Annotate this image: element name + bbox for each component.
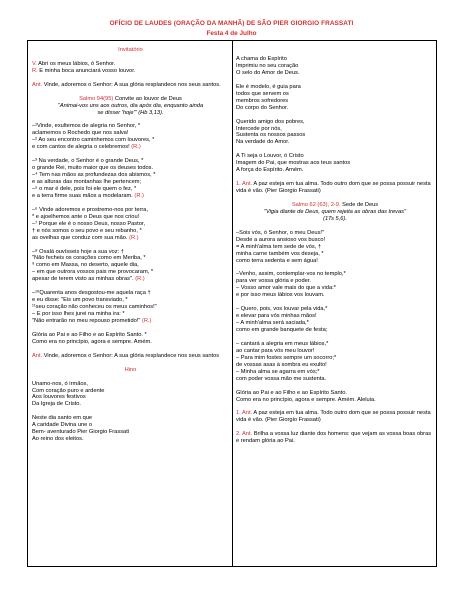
hymn-line: A caridade Divina une o [32, 422, 93, 429]
verse-line: * e ajoelhemos ante o Deus que nos criou! [32, 213, 140, 220]
doxology-line: Como era no princípio, agora e sempre. Amém. Aleluia. [236, 396, 376, 403]
verse-line: e as alturas das montanhas lhe pertencem; [32, 179, 142, 186]
left-column [32, 47, 229, 443]
stanza [32, 207, 229, 242]
ant-mark: 2. Ant. [236, 431, 253, 438]
ant-text: A paz esteja em tua alma. Todo outro dom que se possa possuir nesta vida é vão. (Pier Giorgio Frassati) [236, 410, 431, 424]
hymn-line: Sustenta os nossos passos [236, 132, 306, 139]
hymn-stanza [236, 153, 434, 174]
verse-line: – E por isso lhes jurei na minha ira: * [32, 311, 125, 318]
verse-line: para ver vossa glória e poder. [236, 278, 311, 285]
antiphon [32, 353, 229, 360]
stanza [32, 123, 229, 151]
column-divider [232, 41, 233, 566]
verse-text: e com cantos de alegria o celebremos! [32, 144, 132, 151]
verse-line: – Vosso amor vale mais do que a vida:* [236, 285, 336, 292]
response-mark: (R.) [141, 318, 152, 325]
verse-line: –⁶ Vinde adoremos e prostremo-nos por terra, [32, 206, 149, 213]
stanza [236, 341, 434, 383]
hymn-line: Unamo-nos, ó irmãos, [32, 380, 88, 387]
verse-line: "Não fecheis os corações como em Meriba, * [32, 255, 146, 262]
page-subtitle: Festa 4 de Julho [206, 30, 257, 37]
verse-line: Desde a aurora ansioso vos busco! [236, 236, 326, 243]
hymn-line: A força do Espírito. Amém. [236, 167, 304, 174]
psalm-epigraph-line: (1Ts 5,6). [323, 215, 347, 222]
verse-line: = A minh'alma tem sede de vós, † [236, 243, 322, 250]
antiphon [236, 431, 434, 445]
hymn-line: O selo do Amor de Deus. [236, 69, 300, 76]
document-frame [27, 40, 437, 567]
ant-text: Brilha a vossa luz diante dos homens: que vejam as vossa boas obras e rendam glória ao Pai. [236, 431, 432, 445]
stanza [236, 306, 434, 334]
hymn-stanza [32, 381, 229, 409]
verse-line: – A minh'alma será saciada,* [236, 320, 309, 327]
v-text: Abri os meus lábios, ó Senhor. [36, 60, 116, 67]
hymn-line: Neste dia santo em que [32, 415, 93, 422]
doxology-line: Glória ao Pai e ao Filho e ao Espírito Santo. [236, 389, 347, 396]
section-title-hino: Hino [124, 366, 137, 373]
hymn-line: Aos louvores festivos [32, 394, 86, 401]
ant-text: A paz esteja em tua alma. Todo outro dom que se possa possuir nesta vida é vão. (Pier Giorgio Frassati) [236, 181, 431, 195]
doxology-line: Como era no princípio, agora e sempre. Amém. [32, 338, 152, 345]
stanza [32, 290, 229, 325]
doxology [32, 332, 229, 346]
hymn-line: A Ti seja o Louvor, ó Cristo [236, 153, 304, 160]
psalm-heading [236, 202, 434, 209]
hymn-line: Imagem do Pai, que mostras aos teus santos [236, 160, 351, 167]
verse-line: –⁵ o mar é dele, pois foi ele quem o fez, * [32, 185, 137, 192]
verse-line: e por isso meus lábios vos louvam. [236, 292, 325, 299]
hymn-stanza [236, 119, 434, 147]
psalm-theme: Convite ao louvor de Deus [113, 95, 182, 102]
psalm-epigraph-line: "Animai-vos uns aos outros, dia após dia, enquanto ainda [57, 102, 204, 109]
verse-line: –⁸ Oxalá ouvísseis hoje a sua voz: † [32, 248, 124, 255]
verse-text: "Não entrarão no meu repouso prometido!" [32, 318, 142, 325]
hymn-line: Intercede por nós, [236, 125, 282, 132]
verse-line: ⁹ como em Massa, no deserto, aquele dia, [32, 262, 139, 269]
verse-line: –² Ao seu encontro caminhemos com louvores, * [32, 137, 155, 144]
response-mark: (R.) [134, 192, 144, 199]
verse-line: – em que outrora vossos pais me provocaram, * [32, 269, 154, 276]
psalm-heading [32, 96, 229, 103]
stanza [32, 158, 229, 200]
verse-line: –Venho, assim, contemplar-vos no templo,* [236, 271, 346, 278]
verse-line: † e nós somos o seu povo e seu rebanho, * [32, 227, 142, 234]
stanza [236, 271, 434, 299]
hymn-line: Ao reino dos eleitos. [32, 436, 84, 443]
psalm-number: Salmo 94(95) [79, 95, 114, 102]
hymn-line: A chama do Espírito [236, 56, 287, 62]
v-mark: V. [32, 60, 37, 67]
ant-text: Vinde, adoremos o Senhor: A sua glória resplandece nos seus santos. [42, 81, 221, 88]
response-mark: (R.) [135, 276, 145, 283]
verse-line: –³ Na verdade, o Senhor é o grande Deus, * [32, 158, 144, 165]
verse-line: com poder vossa mão me sustenta. [236, 375, 327, 382]
verse-line: minha carne também vos deseja, * [236, 250, 324, 257]
page-title: OFÍCIO DE LAUDES (ORAÇÃO DA MANHÃ) DE SÃO PIER GIORGIO FRASSATI [109, 20, 354, 27]
verse-line: – cantará a alegria em meus lábios,* [236, 340, 329, 347]
verse-line: o grande Rei, muito maior que os deuses todos. [32, 165, 154, 172]
r-text: E minha boca anunciará vosso louvor. [37, 67, 136, 74]
verse-line: –¹Vinde, exultemos de alegria no Senhor, * [32, 123, 141, 130]
right-column [236, 56, 434, 445]
stanza [32, 249, 229, 284]
hymn-line: membros sofredores [236, 97, 289, 104]
antiphon [32, 82, 229, 89]
verse-line: – Quero, pois, vos louvar pela vida,* [236, 306, 328, 313]
verse-line: ao cantar para vós meu louvor! [236, 347, 315, 354]
verse-text: e a terra firme suas mãos a modelaram. [32, 192, 135, 199]
verse-line: –⁴ Tem nas mãos as profundezas dos abismos, * [32, 172, 156, 179]
hymn-stanza [236, 84, 434, 112]
verse-line: –¹⁰Quarenta anos desgostou-me aquela raça † [32, 290, 151, 297]
response [32, 68, 229, 75]
hymn-line: Ele é modelo, é guia para [236, 83, 301, 90]
verse-line: – Para mim fostes sempre um socorro;* [236, 354, 337, 361]
verse-line [32, 144, 229, 151]
hymn-line: Bem- aventurado Pier Giorgio Frassati [32, 429, 130, 436]
hymn-line: Imprimiu no seu coração [236, 62, 299, 69]
psalm-epigraph-line: se disser 'hoje'" (Hb 3,13). [97, 109, 164, 116]
psalm-number: Salmo 62 (63), 2-9. [291, 201, 341, 208]
verse-line: aclamemos o Rochedo que nos salva! [32, 130, 129, 137]
verse-line [32, 276, 229, 283]
psalm-epigraph-line: "Vigia diante de Deus, quem rejeita as obras das trevas" [263, 208, 407, 215]
verse-line: e eu disse: "Eis um povo transviado, * [32, 297, 128, 304]
verse-line: como em grande banquete de festa; [236, 327, 328, 334]
ant-text: Vinde, adoremos o Senhor: A sua glória resplandece nos seus santos [42, 352, 220, 359]
verse-text: apesar de terem visto as minhas obras". [32, 276, 136, 283]
verse-line [32, 193, 229, 200]
verse-text: as ovelhas que conduz com sua mão. [32, 234, 130, 241]
verse-line [32, 318, 229, 325]
verse-line: – Minha alma se agarra em vós;* [236, 368, 320, 375]
section-title-invitatorio: Invitatório [118, 47, 143, 53]
hymn-stanza [32, 415, 229, 443]
stanza [236, 230, 434, 265]
verse-line: como terra sedenta e sem água! [236, 257, 318, 264]
verse-line: –⁷ Porque ele é o nosso Deus, nosso Pastor, [32, 220, 146, 227]
hymn-stanza [236, 56, 434, 77]
r-mark: R. [32, 67, 38, 74]
response-mark: (R.) [131, 144, 141, 151]
verse-line: de vossas asas à sombra eu exulto! [236, 361, 327, 368]
antiphon [236, 410, 434, 424]
verse-line: ¹¹seu coração não conheceu os meus caminhos!" [32, 304, 157, 311]
ant-mark: 1. Ant. [236, 181, 253, 188]
doxology-line: Glória ao Pai e ao Filho e ao Espírito Santo. * [32, 331, 147, 338]
response-mark: (R.) [129, 234, 139, 241]
ant-mark: Ant. [32, 352, 43, 359]
ant-mark: Ant. [32, 81, 43, 88]
hymn-line: Do corpo do Senhor. [236, 104, 289, 111]
doxology [236, 390, 434, 404]
verse-line: –Sois vós, ó Senhor, o meu Deus!" [236, 229, 325, 236]
hymn-line: Da Igreja de Cristo. [32, 401, 81, 408]
psalm-theme: Sede de Deus [340, 201, 379, 208]
antiphon [236, 181, 434, 195]
hymn-line: Querido amigo dos pobres, [236, 118, 305, 125]
hymn-line: Na verdade do Amor. [236, 139, 290, 146]
hymn-line: Com coração puro e ardente [32, 387, 105, 394]
versicle [32, 61, 229, 68]
verse-line [32, 235, 229, 242]
hymn-line: todos que servem os [236, 90, 289, 97]
verse-line: e elevar para vós minhas mãos! [236, 313, 317, 320]
ant-mark: 1. Ant. [236, 410, 253, 417]
